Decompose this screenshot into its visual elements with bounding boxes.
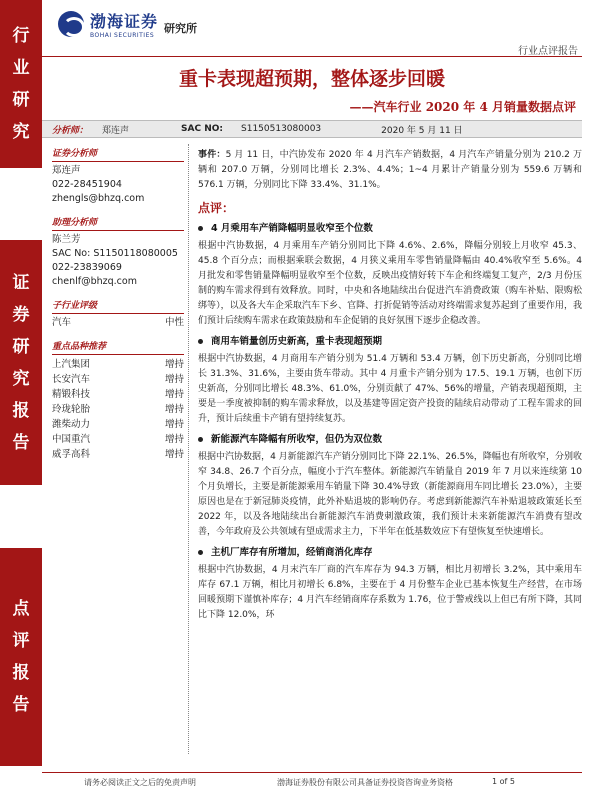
stock-rating: 增持 [164, 449, 184, 460]
bullet-icon [198, 437, 203, 442]
analyst-label: 分析师： [52, 125, 89, 136]
event-paragraph [198, 148, 582, 193]
analyst-email[interactable]: zhengls@bhzq.com [52, 193, 145, 204]
stock-name: 中国重汽 [52, 434, 91, 445]
logo-chinese-name: 渤海证券 [90, 12, 159, 31]
section-title: 商用车销量创历史新高，重卡表现超预期 [211, 336, 383, 347]
section-body: 根据中汽协数据，4 月乘用车产销分别同比下降 4.6%、2.6%，降幅分别较上月收窄 45.3、45.8 个百分点；而根据乘联会数据，4 月狭义乘用车零售销量降幅由 40.4%收窄至 5.6%。4 月批发和零售销量降幅明显收窄至个位数，反映出疫情好转下车企和终端复工复产，2/3 月份压制的购车需求得到有效释放。同时，中央和各地陆续出台促进汽车消费政策（购车补贴、限购松绑等），以及各大车企采取汽车下乡、官降、打折促销等活动对终端需求复苏起到了重要作用，我们预计后续购车需求在政策鼓励和车企促销的良好氛围下逐步企稳改善。 [198, 241, 582, 326]
rating-industry: 汽车 [52, 317, 72, 328]
company-logo [58, 9, 197, 39]
side-band-comment-report [0, 548, 42, 766]
analyst-name: 郑连声 [52, 165, 81, 176]
stock-rating: 增持 [164, 359, 184, 370]
side-band-char: 告 [12, 432, 30, 453]
section-heading [198, 334, 582, 349]
footer-company: 渤海证券股份有限公司具备证券投资咨询业务资格 [277, 778, 453, 787]
bullet-icon [198, 550, 203, 555]
report-type: 行业点评报告 [518, 46, 578, 57]
side-band-char: 研 [12, 90, 30, 110]
analyst-heading: 证券分析师 [52, 147, 184, 162]
event-label: 事件： [198, 150, 226, 160]
assistant-heading: 助理分析师 [52, 216, 184, 231]
rating-value: 中性 [164, 317, 184, 328]
stocks-block [52, 340, 184, 462]
list-item [52, 372, 184, 387]
rating-heading: 子行业评级 [52, 299, 184, 314]
comment-heading: 点评： [198, 201, 235, 215]
page-title: 重卡表现超预期，整体逐步回暖 [178, 68, 445, 90]
section-body: 根据中汽协数据，4 月新能源汽车产销分别同比下降 22.1%、26.5%，降幅也有所收窄，分别收窄 34.8、26.7 个百分点，幅度小于汽车整体。新能源汽车销量自 2019 年 7 月以来连续第 10 个月负增长，主要是新能源乘用车销量下降 30.4%导致（新能源商用车同比增长 23.0%），主要原因也是在于新冠肺炎疫情，此外补贴退坡的影响仍存。考虑到新能源汽车补贴退坡政策延长至 2022 年，以及各地陆续出台新能源汽车消费刺激政策，我们预计未来新能源汽车消费有望改善，今年政府及公共领域有望成需求主力，下半年在低基数效应下有望恢复至快速增长。 [198, 452, 582, 537]
side-band-char: 报 [12, 663, 30, 683]
institute-label: 研究所 [164, 22, 198, 35]
analyst-phone: 022-28451904 [52, 179, 122, 190]
column-divider [188, 144, 189, 754]
page-number: 1 of 5 [492, 777, 515, 786]
stock-name: 潍柴动力 [52, 419, 91, 430]
side-band-char: 究 [12, 122, 30, 142]
bullet-icon [198, 226, 203, 231]
side-band-char: 告 [12, 695, 30, 715]
report-date: 2020 年 5 月 11 日 [381, 125, 463, 136]
sac-number: S1150513080003 [241, 124, 322, 134]
stocks-heading: 重点品种推荐 [52, 340, 184, 355]
stock-name: 长安汽车 [52, 374, 91, 385]
rating-row [52, 316, 184, 330]
side-band-industry-research [0, 0, 42, 168]
header-divider [42, 56, 582, 57]
list-item [52, 432, 184, 447]
stock-rating: 增持 [164, 434, 184, 445]
footer-disclaimer: 请务必阅读正文之后的免责声明 [84, 778, 196, 787]
list-item [52, 417, 184, 432]
side-band-char: 报 [12, 400, 30, 421]
main-content [198, 148, 582, 625]
logo-english-name: BOHAI SECURITIES [90, 32, 155, 39]
list-item [52, 402, 184, 417]
section-title: 新能源汽车降幅有所收窄，但仍为双位数 [211, 434, 383, 445]
side-band-char: 业 [12, 58, 30, 78]
stock-name: 上汽集团 [52, 359, 91, 370]
assistant-name: 陈兰芳 [52, 234, 81, 245]
side-band-char: 点 [12, 599, 30, 619]
list-item [52, 387, 184, 402]
section-title: 主机厂库存有所增加，经销商消化库存 [211, 547, 373, 558]
side-band-securities-report [0, 240, 42, 485]
event-text: 5 月 11 日，中汽协发布 2020 年 4 月汽车产销数据，4 月汽车产销量分别为 210.2 万辆和 207.0 万辆，分别同比增长 2.3%、4.4%；1~4 月累计产销量分别为 559.6 万辆和 576.1 万辆，分别同比下降 33.4%、31.1%。 [198, 150, 582, 190]
side-band-char: 行 [12, 26, 30, 46]
stock-rating: 增持 [164, 419, 184, 430]
analyst-info-bar [42, 120, 582, 138]
sac-label: SAC NO: [181, 124, 223, 134]
stock-rating: 增持 [164, 404, 184, 415]
rating-block [52, 299, 184, 330]
footer-divider [42, 772, 582, 773]
section-heading [198, 432, 582, 447]
stock-name: 威孚高科 [52, 449, 91, 460]
section-title: 4 月乘用车产销降幅明显收窄至个位数 [211, 223, 373, 234]
stock-rating: 增持 [164, 374, 184, 385]
side-band-char: 证 [12, 272, 30, 293]
bullet-icon [198, 339, 203, 344]
assistant-block [52, 216, 184, 289]
section-body: 根据中汽协数据，4 月商用车产销分别为 51.4 万辆和 53.4 万辆，创下历史新高，分别同比增长 31.3%、31.6%，主要由货车带动。其中 4 月重卡产销分别为 17.5、19.1 万辆，也创下历史新高，分别同比增长 48.3%、61.0%，分别贡献了 47%、56%的增量，产销表现超预期，主要是一季度被抑制的购车需求释放，以及基建等固定资产投资的陆续启动带动了工程车需求的回升，预计后续重卡产销有望持续复苏。 [198, 354, 582, 424]
section-heading [198, 545, 582, 560]
side-band-char: 究 [12, 368, 30, 389]
stock-name: 玲珑轮胎 [52, 404, 91, 415]
section-body: 根据中汽协数据，4 月末汽车厂商的汽车库存为 94.3 万辆，相比月初增长 3.2%，其中乘用车库存 67.1 万辆，相比月初增长 6.8%，主要在于 4 月份整车企业已基本恢复生产经营，在市场回暖预期下谨慎补库存；4 月汽车经销商库存系数为 1.76，位于警戒线以上但已有所下降，其同比下降 12.0%，环 [198, 565, 582, 620]
assistant-phone: 022-23839069 [52, 262, 122, 273]
left-sidebar [52, 147, 184, 472]
section-heading [198, 221, 582, 236]
side-band-char: 券 [12, 304, 30, 325]
assistant-email[interactable]: chenlf@bhzq.com [52, 276, 137, 287]
list-item [52, 357, 184, 372]
page-subtitle: ——汽车行业 2020 年 4 月销量数据点评 [349, 100, 576, 114]
analyst-block [52, 147, 184, 206]
stock-rating: 增持 [164, 389, 184, 400]
side-band-char: 评 [12, 631, 30, 651]
stock-name: 精锻科技 [52, 389, 91, 400]
bohai-logo-icon [58, 11, 84, 37]
assistant-sac: SAC No: S1150118080005 [52, 248, 178, 259]
side-band-char: 研 [12, 336, 30, 357]
list-item [52, 447, 184, 462]
analyst-name: 郑连声 [102, 125, 130, 136]
